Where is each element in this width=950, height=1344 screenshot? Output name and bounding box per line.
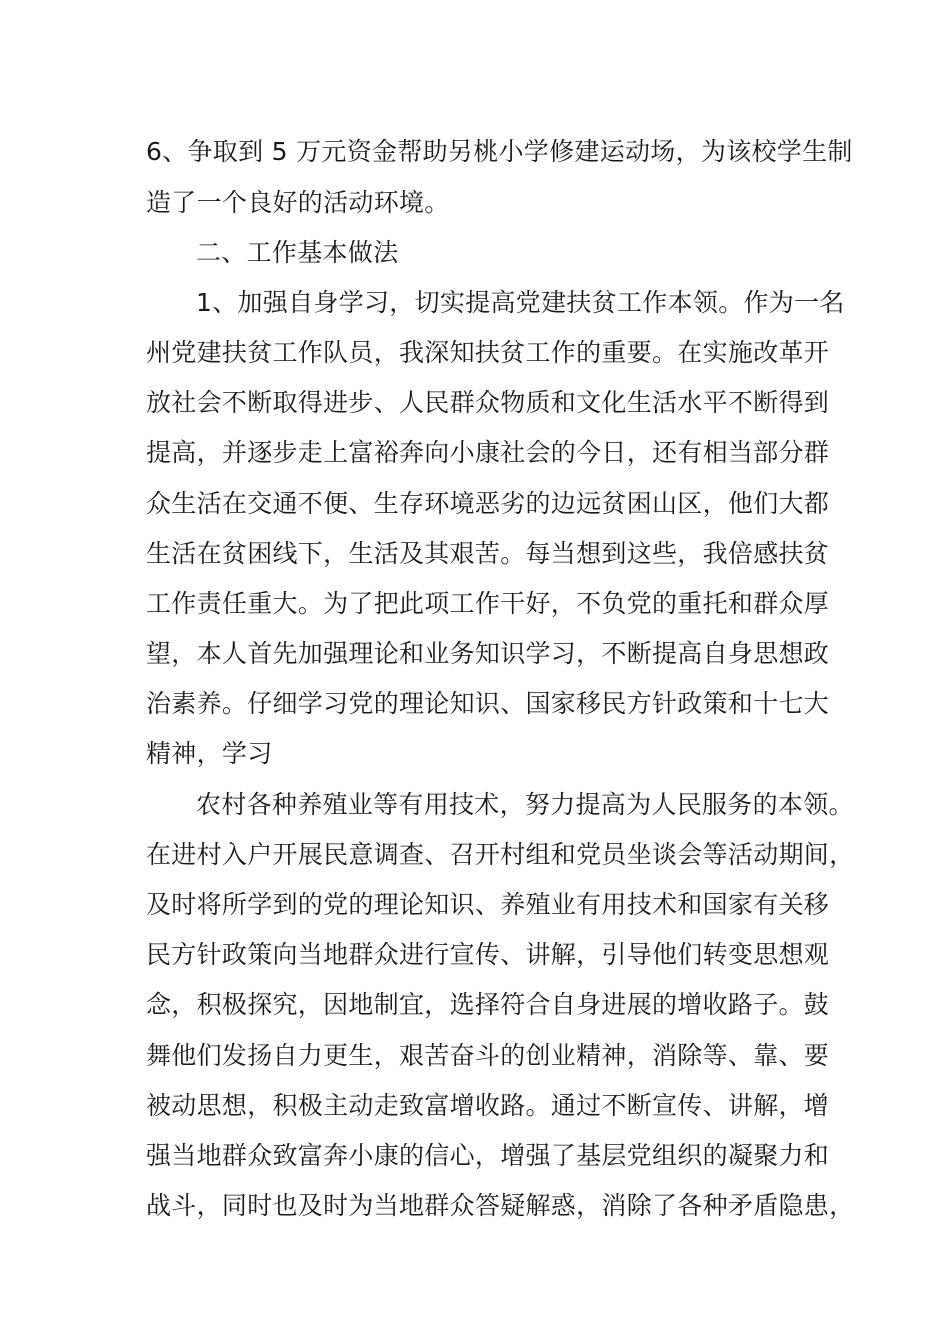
text-line: 众生活在交通不便、生存环境恶劣的边远贫困山区，他们大都 xyxy=(146,489,830,518)
text-line: 在进村入户开展民意调查、召开村组和党员坐谈会等活动期间， xyxy=(146,840,855,869)
section-heading: 二、工作基本做法 xyxy=(196,238,399,267)
text-line: 强当地群众致富奔小康的信心，增强了基层党组织的凝聚力和 xyxy=(146,1141,830,1170)
text-line: 提高，并逐步走上富裕奔向小康社会的今日，还有相当部分群 xyxy=(146,438,830,467)
text-line: 被动思想，积极主动走致富增收路。通过不断宣传、讲解，增 xyxy=(146,1091,830,1120)
text-line: 战斗，同时也及时为当地群众答疑解惑，消除了各种矛盾隐患， xyxy=(146,1191,855,1220)
text-line: 民方针政策向当地群众进行宣传、讲解，引导他们转变思想观 xyxy=(146,940,830,969)
text-line: 念，积极探究，因地制宜，选择符合自身进展的增收路子。鼓 xyxy=(146,990,830,1019)
text-line: 治素养。仔细学习党的理论知识、国家移民方针政策和十七大 xyxy=(146,689,830,718)
text-line: 州党建扶贫工作队员，我深知扶贫工作的重要。在实施改革开 xyxy=(146,338,830,367)
text-line: 舞他们发扬自力更生，艰苦奋斗的创业精神，消除等、靠、要 xyxy=(146,1041,830,1070)
text-line: 农村各种养殖业等有用技术，努力提高为人民服务的本领。 xyxy=(196,790,854,819)
text-line: 6、争取到 5 万元资金帮助另桃小学修建运动场，为该校学生制 xyxy=(146,137,853,166)
text-line: 放社会不断取得进步、人民群众物质和文化生活水平不断得到 xyxy=(146,388,830,417)
text-line: 工作责任重大。为了把此项工作干好，不负党的重托和群众厚 xyxy=(146,589,830,618)
text-line: 生活在贫困线下，生活及其艰苦。每当想到这些，我倍感扶贫 xyxy=(146,539,830,568)
text-line: 造了一个良好的活动环境。 xyxy=(146,188,450,217)
text-line: 及时将所学到的党的理论知识、养殖业有用技术和国家有关移 xyxy=(146,890,830,919)
text-line: 精神，学习 xyxy=(146,739,273,768)
text-line: 1、加强自身学习，切实提高党建扶贫工作本领。作为一名 xyxy=(196,288,845,317)
text-line: 望，本人首先加强理论和业务知识学习，不断提高自身思想政 xyxy=(146,639,830,668)
